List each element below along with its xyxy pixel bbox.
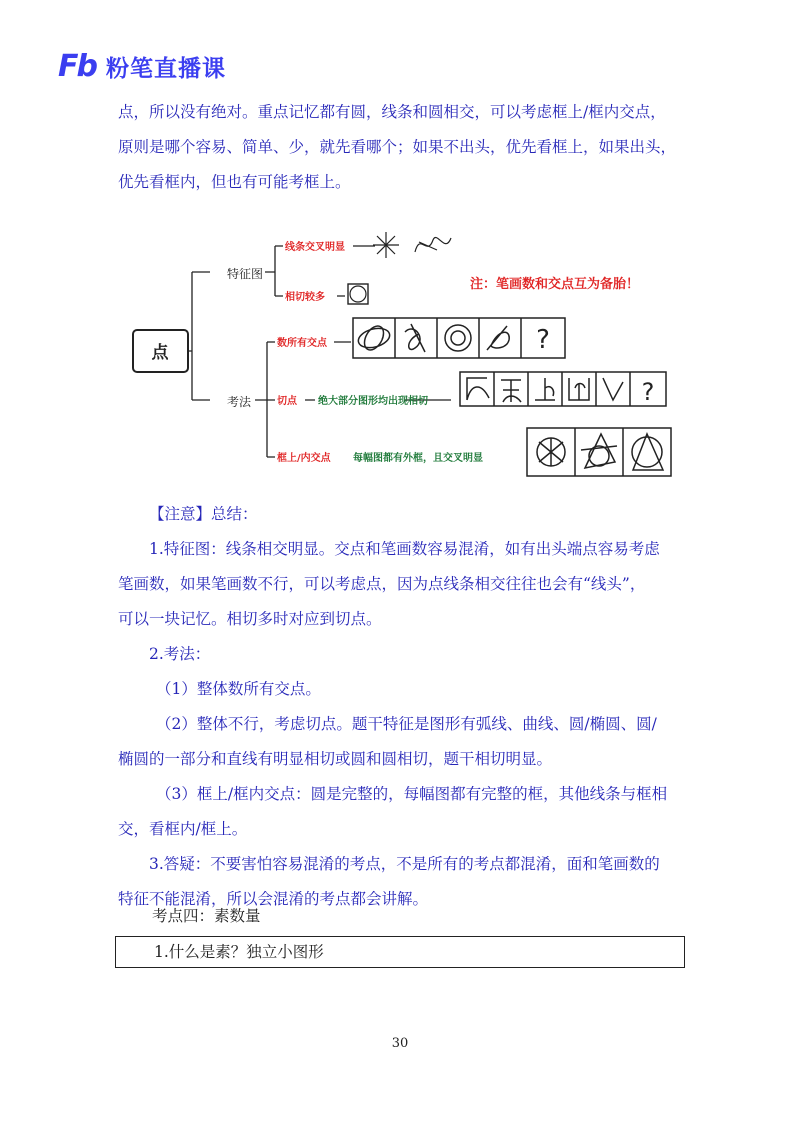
section-box: 1.什么是素？独立小图形 [115,936,685,968]
branch-feature-label: 特征图 [227,267,264,281]
notes-line: 笔画数，如果笔画数不行，可以考虑点，因为点线条相交往往也会有“线头”， [118,575,646,593]
brand-logo [58,50,226,83]
logo-mark: Fb [58,48,96,84]
figure-row-count [353,318,565,358]
intro-paragraph [118,95,688,200]
tangent-sample-square [348,284,368,304]
branch-method-label: 考法 [227,395,252,409]
notes-line: （3）框上/框内交点：圆是完整的，每幅图都有完整的框，其他线条与框相 [156,785,668,803]
notes-line: 1.特征图：线条相交明显。交点和笔画数容易混淆，如有出头端点容易考虑 [149,540,660,558]
notes-line: 特征不能混淆，所以会混淆的考点都会讲解。 [118,890,429,908]
notes-line: 椭圆的一部分和直线有明显相切或圆和圆相切，题干相切明显。 [118,750,553,768]
page-number: 30 [391,1036,409,1051]
feature-item-tangent: 相切较多 [285,292,325,303]
notes-line: 可以一块记忆。相切多时对应到切点。 [118,610,382,628]
intro-line: 优先看框内，但也有可能考框上。 [118,173,351,191]
method-item-frame: 框上/内交点 [277,453,331,464]
tangent-description: 绝大部分图形均出现相切 [318,396,428,407]
crossing-sketch [373,232,451,258]
root-label: 点 [151,343,169,363]
brand-name: 粉笔直播课 [105,56,226,82]
notes-line: （2）整体不行，考虑切点。题干特征是图形有弧线、曲线、圆/椭圆、圆/ [156,715,657,733]
question-mark-2: ? [641,378,655,406]
notes-line: 交，看框内/框上。 [118,820,248,838]
method-item-count: 数所有交点 [277,338,327,349]
mind-map-diagram [115,212,675,484]
tangent-sample-circle [350,286,366,302]
feature-item-lines: 线条交叉明显 [285,242,345,253]
notes-line: 3.答疑：不要害怕容易混淆的考点，不是所有的考点都混淆，面和笔画数的 [149,855,660,873]
intro-line: 点，所以没有绝对。重点记忆都有圆，线条和圆相交，可以考虑框上/框内交点， [118,103,666,121]
section-title: 考点四：素数量 [152,907,261,925]
notes-line: （1）整体数所有交点。 [156,680,321,698]
figure-row-tangent [460,372,666,406]
figure-row-frame [527,428,671,476]
intro-line: 原则是哪个容易、简单、少，就先看哪个；如果不出头，优先看框上，如果出头， [118,138,677,156]
frame-description: 每幅图都有外框，且交叉明显 [353,453,483,464]
notes-section [118,497,688,917]
backup-note: 注：笔画数和交点互为备胎！ [470,277,640,292]
notes-heading: 【注意】总结： [149,505,258,523]
notes-line: 2.考法： [149,645,211,663]
method-item-tangent: 切点 [277,396,297,407]
question-mark-1: ? [536,325,550,355]
